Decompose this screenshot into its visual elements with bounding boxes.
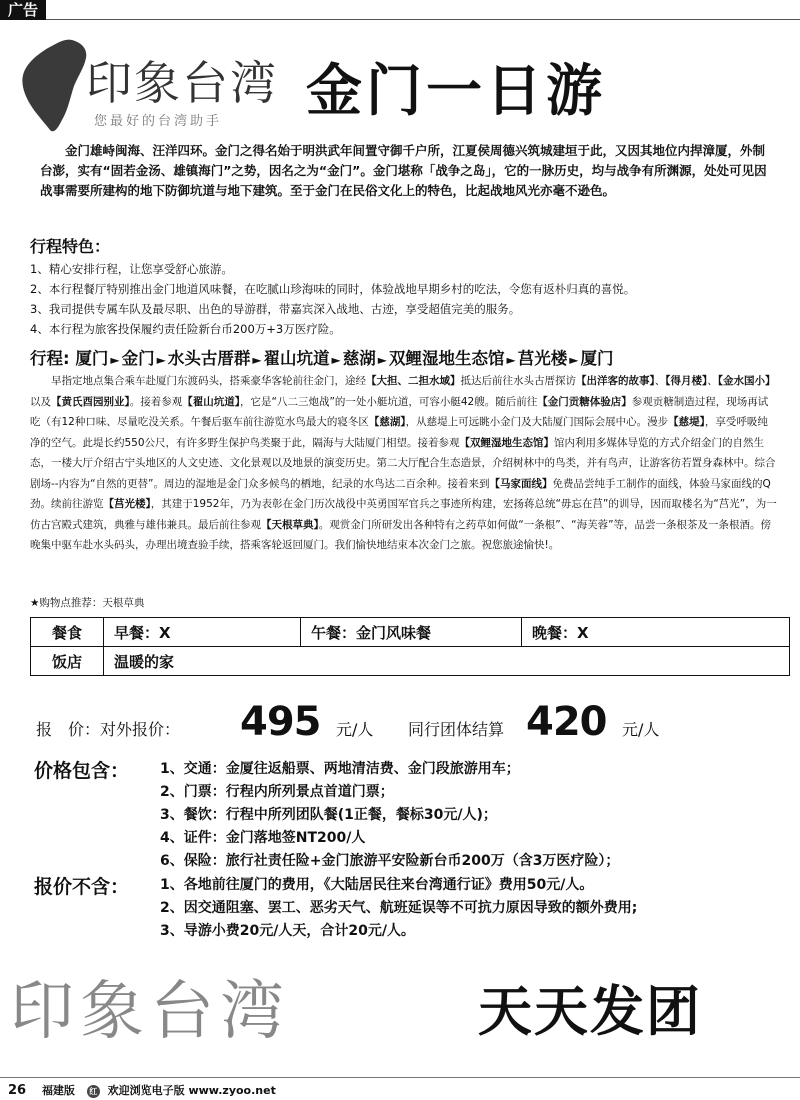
- route-stops: [75, 349, 613, 368]
- route-arrow-icon: ►: [110, 353, 120, 367]
- excluded-list: [160, 874, 637, 943]
- description-text: 馆内利用多媒体导览的方式介绍金门的自然生态，一楼大厅介绍古宁头地区的人文史迹、文化景观以及地景的演变历史。第二大厅配合生态造景，介绍树林中的鸟类，并有鸟声，让游客彷若置身森林中。综合剧场--内容为“自然的更替”。周边的湿地是金门众多候鸟的栖地，纪录的水鸟达二百余种。接着来到: [30, 436, 776, 490]
- attraction-name: 【翟山坑道】: [182, 395, 240, 408]
- shopping-recommendation: ★购物点推荐：天根草典: [30, 597, 145, 609]
- banner-script-logo: 印象台湾: [10, 975, 290, 1049]
- group-price: 420: [526, 699, 607, 745]
- dinner-cell: 晚餐：X: [522, 618, 790, 647]
- description-text: 免费品尝纯手工制作的面线，体验马家面线的Q劲。续前往游览: [30, 477, 771, 510]
- route-stop: 厦门: [75, 349, 109, 368]
- description-text: 早指定地点集合乘车赴厦门东渡码头，搭乘豪华客轮前往金门，途经: [51, 375, 366, 387]
- attraction-name: 【得月楼】: [665, 375, 708, 387]
- route-stop: 慈湖: [342, 349, 376, 368]
- route-stop: 双鲤湿地生态馆: [389, 349, 505, 368]
- breakfast-cell: 早餐：X: [104, 618, 301, 647]
- top-rule: [46, 19, 800, 20]
- group-price-unit: 元/人: [622, 720, 660, 739]
- route-title: [30, 345, 790, 369]
- hotel-label: 饭店: [31, 647, 104, 676]
- group-price-label: 同行团体结算: [408, 720, 505, 739]
- included-item: 3、餐饮：行程中所列团队餐(1正餐，餐标30元/人)；: [160, 807, 497, 823]
- description-text: 抵达后前往水头古厝探访: [460, 375, 576, 387]
- lunch-cell: 午餐：金门风味餐: [301, 618, 522, 647]
- excluded-item: 1、各地前往厦门的费用，《大陆居民往来台湾通行证》费用50元/人。: [160, 877, 594, 893]
- description-text: 、: [707, 375, 718, 387]
- price-label: 报 价：对外报价：: [36, 720, 181, 739]
- public-price-unit: 元/人: [336, 720, 374, 739]
- footer-rule: [0, 1077, 800, 1078]
- description-text: 参观贡糖制造过程，现场再试吃（有12种口味、尽量吃没关系。午餐后驱车前往游览水鸟最大的寝冬区: [30, 395, 769, 428]
- website-text: 欢迎浏览电子版 www.zyoo.net: [107, 1084, 276, 1097]
- excluded-item: 2、因交通阻塞、罢工、恶劣天气、航班延误等不可抗力原因导致的额外费用;: [160, 900, 638, 916]
- route-arrow-icon: ►: [506, 353, 516, 367]
- attraction-name: 【慈堤】: [668, 416, 705, 428]
- included-item: 4、证件：金门落地签NT200/人: [160, 830, 366, 846]
- attraction-name: 【天根草典】: [261, 518, 319, 531]
- description-text: ，从慈堤上可远眺小金门及大陆厦门国际会展中心。漫步: [405, 416, 669, 428]
- page-number: 26: [8, 1083, 27, 1098]
- feature-item: 2、本行程餐厅特别推出金门地道风味餐，在吃腻山珍海味的同时，体验战地早期乡村的吃法，令您有返朴归真的喜悦。: [30, 282, 636, 296]
- description-text: 、: [654, 375, 666, 387]
- hotel-row: [31, 647, 790, 676]
- route-stop: 水头古厝群: [167, 349, 251, 368]
- route-arrow-icon: ►: [569, 353, 579, 367]
- excluded-item: 3、导游小费20元/人天，合计20元/人。: [160, 923, 415, 939]
- included-list: [160, 758, 619, 873]
- route-arrow-icon: ►: [252, 353, 262, 367]
- route-arrow-icon: ►: [377, 353, 388, 367]
- feature-item: 4、本行程为旅客投保履约责任险新台币200万+3万医疗险。: [30, 322, 341, 336]
- description-text: 。观赏金门所研发出各种特有之药草如何做“一条根”、“海芙蓉”等，品尝一条根茶及一条根酒。傍晚集中驱车赴水头码头，办理出境查验手续，搭乘客轮返回厦门。我们愉快地结束本次金门之旅。祝您旅途愉快!。: [30, 518, 772, 551]
- hotel-cell: 温暖的家: [104, 647, 790, 676]
- public-price: 495: [240, 699, 321, 745]
- attraction-name: 【慈湖】: [368, 416, 406, 428]
- route-description: [30, 371, 778, 556]
- feature-item: 1、精心安排行程，让您享受舒心旅游。: [30, 262, 233, 276]
- feature-item: 3、我司提供专属车队及最尽职、出色的导游群，带嘉宾深入战地、古迹，享受超值完美的服务。: [30, 302, 521, 316]
- daily-departure-slogan: 天天发团: [478, 980, 702, 1043]
- route-label: 行程:: [30, 349, 76, 368]
- features-list: [30, 259, 790, 339]
- included-title: 价格包含：: [34, 760, 130, 782]
- attraction-name: 【马家面线】: [489, 477, 553, 490]
- price-row: [30, 699, 790, 753]
- route-stop: 翟山坑道: [263, 349, 330, 368]
- edition-label: 福建版: [41, 1084, 75, 1097]
- description-text: ，享受呼吸纯净的空气。此堤长约550公尺，有许多野生保护鸟类聚于此，隔海与大陆厦门相望。接着参观: [30, 416, 768, 449]
- description-text: 。接着参观: [129, 395, 183, 408]
- route-stop: 金门: [121, 349, 155, 368]
- attraction-name: 【出洋客的故事】: [576, 375, 655, 387]
- attraction-name: 【黄氏酉园别业】: [51, 395, 130, 408]
- logo-script: 印象台湾: [86, 56, 278, 110]
- route-stop: 莒光楼: [517, 349, 568, 368]
- intro-paragraph: 金门雄峙闽海、汪洋四环。金门之得名始于明洪武年间置守御千户所，江夏侯周德兴筑城建垣于此，又因其地位内捍漳厦，外制台澎，实有“固若金汤、雄镇海门”之势，因名之为“金门”。金门堪称「战争之岛」，它的一脉历史，均与战争有所渊源，处处可见因战事需要所建构的地下防御坑道与地下建筑。至于金门在民俗文化上的特色，比起战地风光亦毫不逊色。: [40, 143, 767, 198]
- attraction-name: 【金门贡糖体验店】: [537, 395, 632, 408]
- included-item: 2、门票：行程内所列景点首道门票；: [160, 784, 394, 800]
- attraction-name: 【双鲤湿地生态馆】: [459, 436, 555, 449]
- excluded-title: 报价不含：: [34, 876, 130, 898]
- description-text: ，它是“八二三炮战”的一处小艇坑道，可容小艇42艘。随后前往: [240, 395, 538, 408]
- magazine-logo-icon: 红: [87, 1085, 100, 1098]
- included-item: 6、保险：旅行社责任险+金门旅游平安险新台币200万（含3万医疗险）；: [160, 853, 620, 869]
- route-arrow-icon: ►: [331, 353, 341, 367]
- description-text: ，其建于1952年，乃为表彰在金门历次战役中英勇国军官兵之事迹所构建，宏扬蒋总统“毋忘在莒”的训导，因而取楼名为“莒光”，为一仿古宫殿式建筑，典雅与雄伟兼具。最后前往参观: [30, 498, 777, 531]
- included-item: 1、交通：金厦往返船票、两地清洁费、金门段旅游用车；: [160, 761, 520, 777]
- meal-row: [31, 618, 790, 647]
- attraction-name: 【金水国小】: [717, 375, 776, 387]
- page-title: 金门一日游: [306, 59, 606, 124]
- meal-label: 餐食: [31, 618, 104, 647]
- logo-tagline: 您最好的台湾助手: [94, 114, 223, 129]
- ad-label: 广告: [0, 0, 46, 20]
- meal-table: [30, 617, 790, 676]
- route-arrow-icon: ►: [156, 353, 166, 367]
- attraction-name: 【莒光楼】: [103, 498, 151, 510]
- route-stop: 厦门: [580, 349, 614, 368]
- attraction-name: 【大担、二担水域】: [366, 375, 461, 387]
- description-text: 以及: [30, 395, 51, 408]
- features-heading: 行程特色：: [30, 237, 111, 256]
- footer: [8, 1082, 276, 1098]
